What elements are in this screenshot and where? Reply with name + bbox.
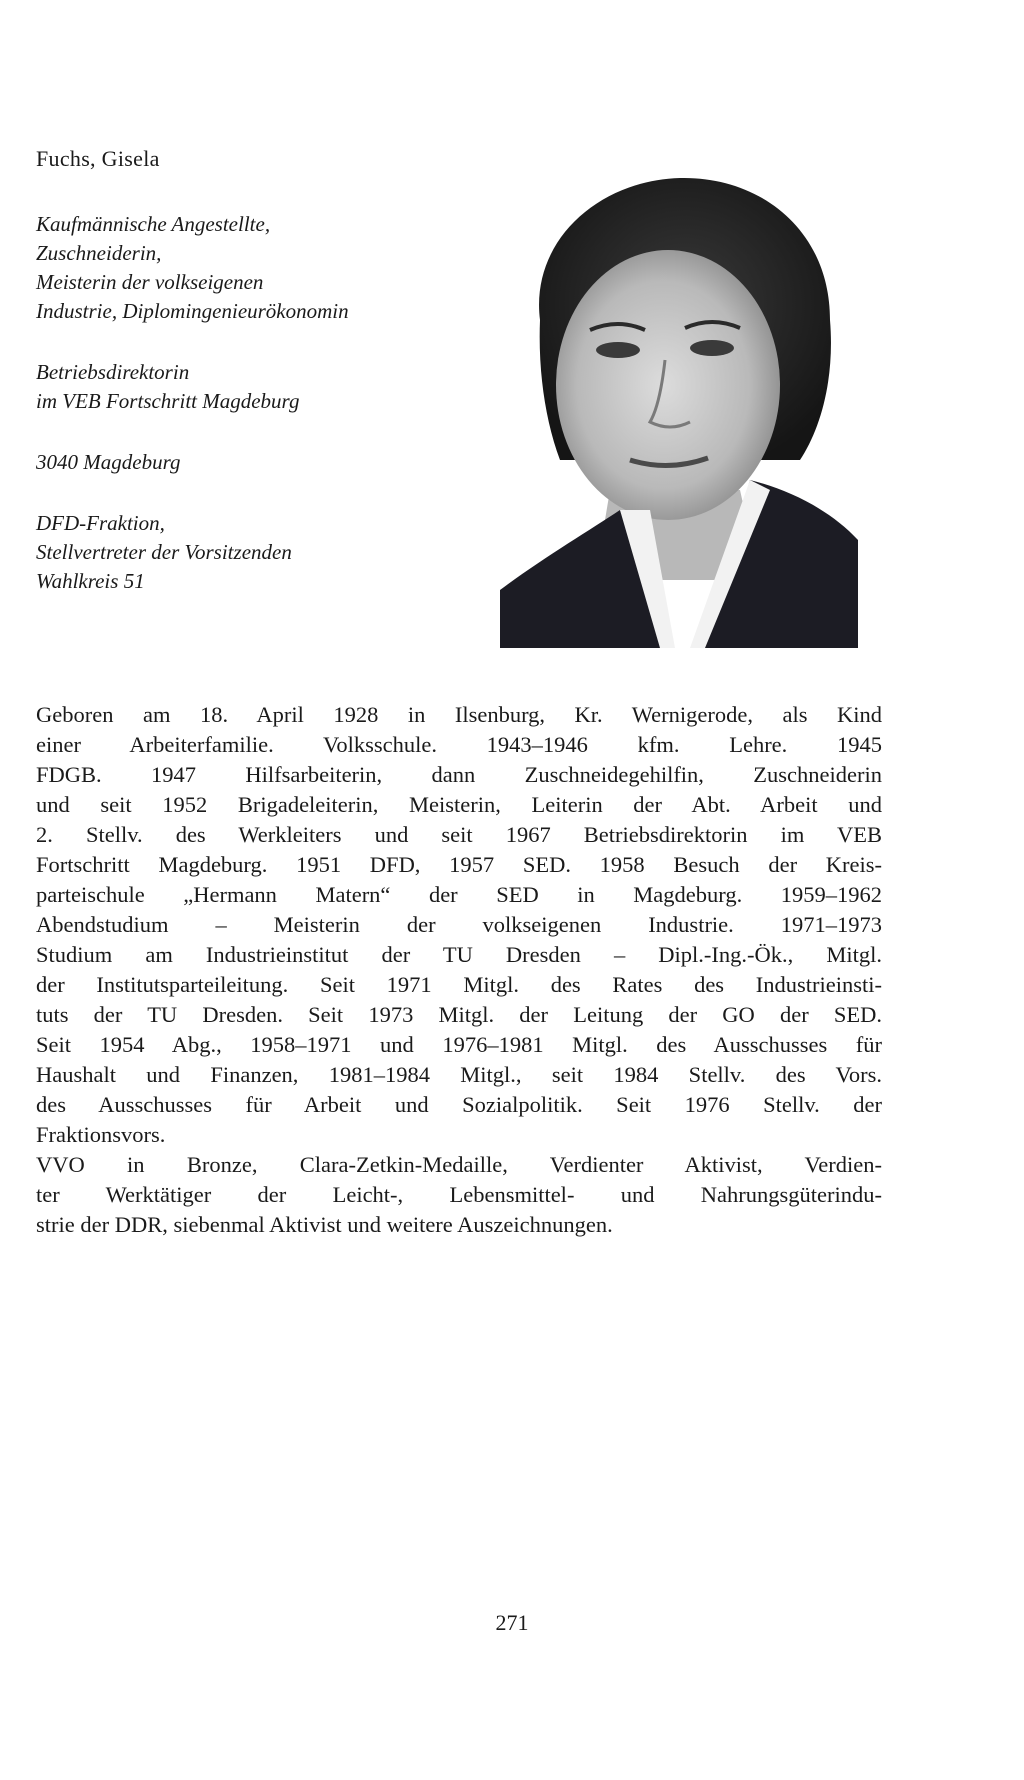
biography-line: des Ausschusses für Arbeit und Sozialpolitik. Seit 1976 Stellv. der bbox=[36, 1092, 882, 1117]
biography-line: einer Arbeiterfamilie. Volksschule. 1943–1946 kfm. Lehre. 1945 bbox=[36, 732, 882, 757]
awards-paragraph bbox=[36, 1150, 882, 1240]
biography-line: der Institutsparteileitung. Seit 1971 Mitgl. des Rates des Industrieinsti- bbox=[36, 972, 882, 997]
biography-line: und seit 1952 Brigadeleiterin, Meisterin, Leiterin der Abt. Arbeit und bbox=[36, 792, 882, 817]
occupation-line: Kaufmännische Angestellte, bbox=[36, 212, 271, 236]
position-line: im VEB Fortschritt Magdeburg bbox=[36, 389, 300, 413]
occupation-block bbox=[36, 210, 506, 326]
biography-line: Geboren am 18. April 1928 in Ilsenburg, Kr. Wernigerode, als Kind bbox=[36, 702, 882, 727]
occupation-line: Zuschneiderin, bbox=[36, 241, 162, 265]
biography-line: FDGB. 1947 Hilfsarbeiterin, dann Zuschneidegehilfin, Zuschneiderin bbox=[36, 762, 882, 787]
occupation-line: Meisterin der volkseigenen bbox=[36, 270, 264, 294]
portrait-photo-icon bbox=[500, 160, 858, 648]
biography bbox=[36, 700, 882, 1240]
occupation-line: Industrie, Diplomingenieurökonomin bbox=[36, 299, 349, 323]
faction-line: Wahlkreis 51 bbox=[36, 569, 145, 593]
biography-line: Haushalt und Finanzen, 1981–1984 Mitgl., seit 1984 Stellv. des Vors. bbox=[36, 1062, 882, 1087]
entry-details bbox=[36, 210, 506, 628]
awards-line: VVO in Bronze, Clara-Zetkin-Medaille, Verdienter Aktivist, Verdien- bbox=[36, 1152, 882, 1177]
entry-name: Fuchs, Gisela bbox=[36, 146, 160, 171]
awards-line: ter Werktätiger der Leicht-, Lebensmittel- und Nahrungsgüterindu- bbox=[36, 1182, 882, 1207]
biography-line: 2. Stellv. des Werkleiters und seit 1967 Betriebsdirektorin im VEB bbox=[36, 822, 882, 847]
position-line: Betriebsdirektorin bbox=[36, 360, 190, 384]
address-block bbox=[36, 448, 506, 477]
awards-line: strie der DDR, siebenmal Aktivist und weitere Auszeichnungen. bbox=[36, 1212, 613, 1237]
biography-paragraph bbox=[36, 700, 882, 1150]
biography-line: Fraktionsvors. bbox=[36, 1122, 166, 1147]
position-block bbox=[36, 358, 506, 416]
biography-line: Seit 1954 Abg., 1958–1971 und 1976–1981 Mitgl. des Ausschusses für bbox=[36, 1032, 882, 1057]
portrait-photo bbox=[500, 160, 858, 648]
faction-line: DFD-Fraktion, bbox=[36, 511, 165, 535]
biography-line: Abendstudium – Meisterin der volkseigenen Industrie. 1971–1973 bbox=[36, 912, 882, 937]
biography-line: parteischule „Hermann Matern“ der SED in Magdeburg. 1959–1962 bbox=[36, 882, 882, 907]
biography-line: Studium am Industrieinstitut der TU Dresden – Dipl.-Ing.-Ök., Mitgl. bbox=[36, 942, 882, 967]
page-number: 271 bbox=[495, 1610, 529, 1635]
faction-block bbox=[36, 509, 506, 596]
address-line: 3040 Magdeburg bbox=[36, 450, 181, 474]
faction-line: Stellvertreter der Vorsitzenden bbox=[36, 540, 292, 564]
biography-line: tuts der TU Dresden. Seit 1973 Mitgl. der Leitung der GO der SED. bbox=[36, 1002, 882, 1027]
biography-line: Fortschritt Magdeburg. 1951 DFD, 1957 SED. 1958 Besuch der Kreis- bbox=[36, 852, 882, 877]
